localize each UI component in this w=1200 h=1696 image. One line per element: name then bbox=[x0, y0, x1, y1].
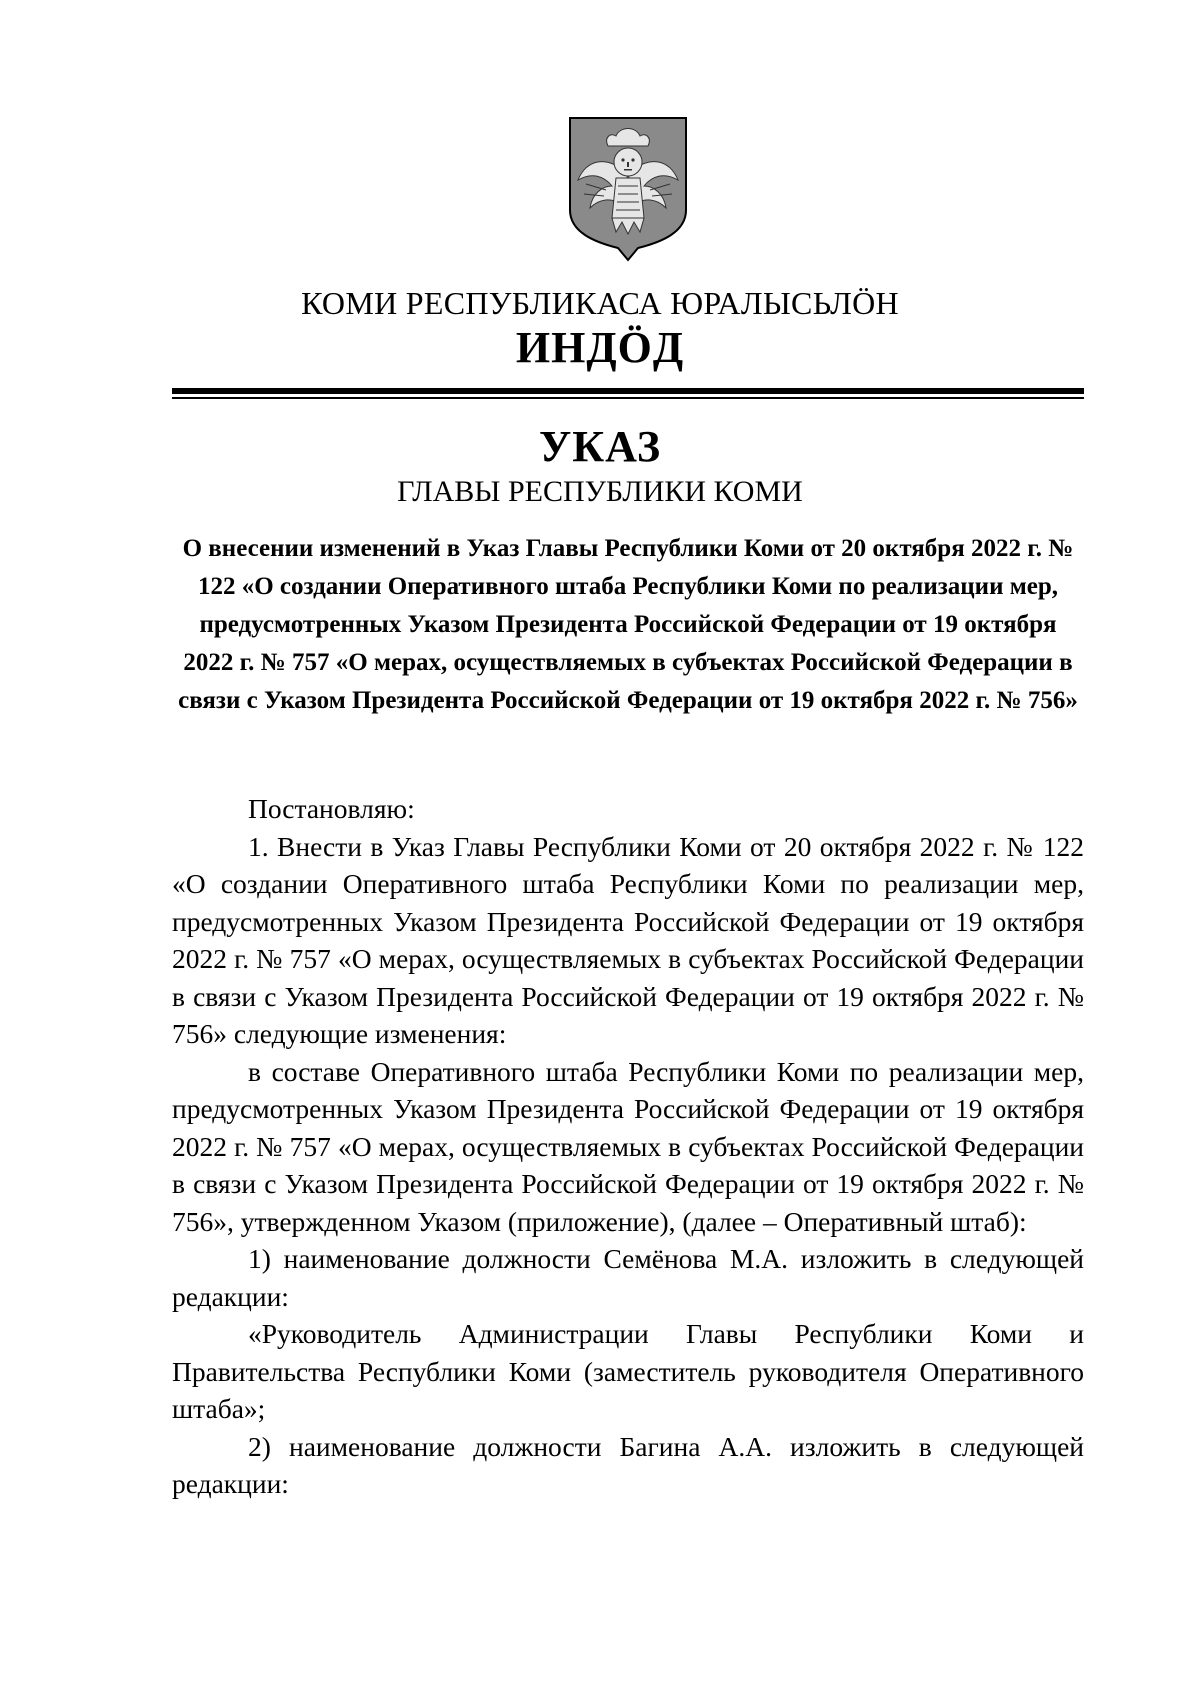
body-paragraph: 1) наименование должности Семёнова М.А. изложить в следующей редакции: bbox=[172, 1243, 1084, 1312]
body-paragraph: «Руководитель Администрации Главы Республики Коми и Правительства Республики Коми (заместитель руководителя Оперативного штаба»; bbox=[172, 1318, 1084, 1424]
coat-of-arms-komi-icon bbox=[566, 114, 690, 264]
body-paragraph: Постановляю: bbox=[248, 793, 415, 824]
decree-type-heading: УКАЗ bbox=[538, 422, 662, 471]
decree-title: О внесении изменений в Указ Главы Республики Коми от 20 октября 2022 г. № 122 «О создании Оперативного штаба Республики Коми по реализации мер, предусмотренных Указом Президента Российской Федерации от 19 октября 2022 г. № 757 «О мерах, осуществляемых в субъектах Российской Федерации в связи с Указом Президента Российской Федерации от 19 октября 2022 г. № 756» bbox=[178, 535, 1078, 714]
komi-decree-heading: ИНДӦД bbox=[515, 323, 685, 372]
body-paragraph: 1. Внести в Указ Главы Республики Коми от 20 октября 2022 г. № 122 «О создании Оперативного штаба Республики Коми по реализации мер, предусмотренных Указом Президента Российской Федерации от 19 октября 2022 г. № 757 «О мерах, осуществляемых в субъектах Российской Федерации в связи с Указом Президента Российской Федерации от 19 октября 2022 г. № 756» следующие изменения: bbox=[172, 830, 1084, 1049]
header-divider bbox=[172, 388, 1084, 399]
decree-issuer: ГЛАВЫ РЕСПУБЛИКИ КОМИ bbox=[397, 475, 803, 508]
decree-body bbox=[172, 790, 1084, 1503]
coat-of-arms-emblem bbox=[566, 114, 690, 264]
body-paragraph: 2) наименование должности Багина А.А. изложить в следующей редакции: bbox=[172, 1430, 1084, 1499]
body-paragraph: в составе Оперативного штаба Республики Коми по реализации мер, предусмотренных Указом Президента Российской Федерации от 19 октября 2022 г. № 757 «О мерах, осуществляемых в субъектах Российской Федерации в связи с Указом Президента Российской Федерации от 19 октября 2022 г. № 756», утвержденном Указом (приложение), (далее – Оперативный штаб): bbox=[172, 1055, 1084, 1237]
komi-republic-heading: КОМИ РЕСПУБЛИКАСА ЮРАЛЫСЬЛӦН bbox=[301, 285, 899, 321]
